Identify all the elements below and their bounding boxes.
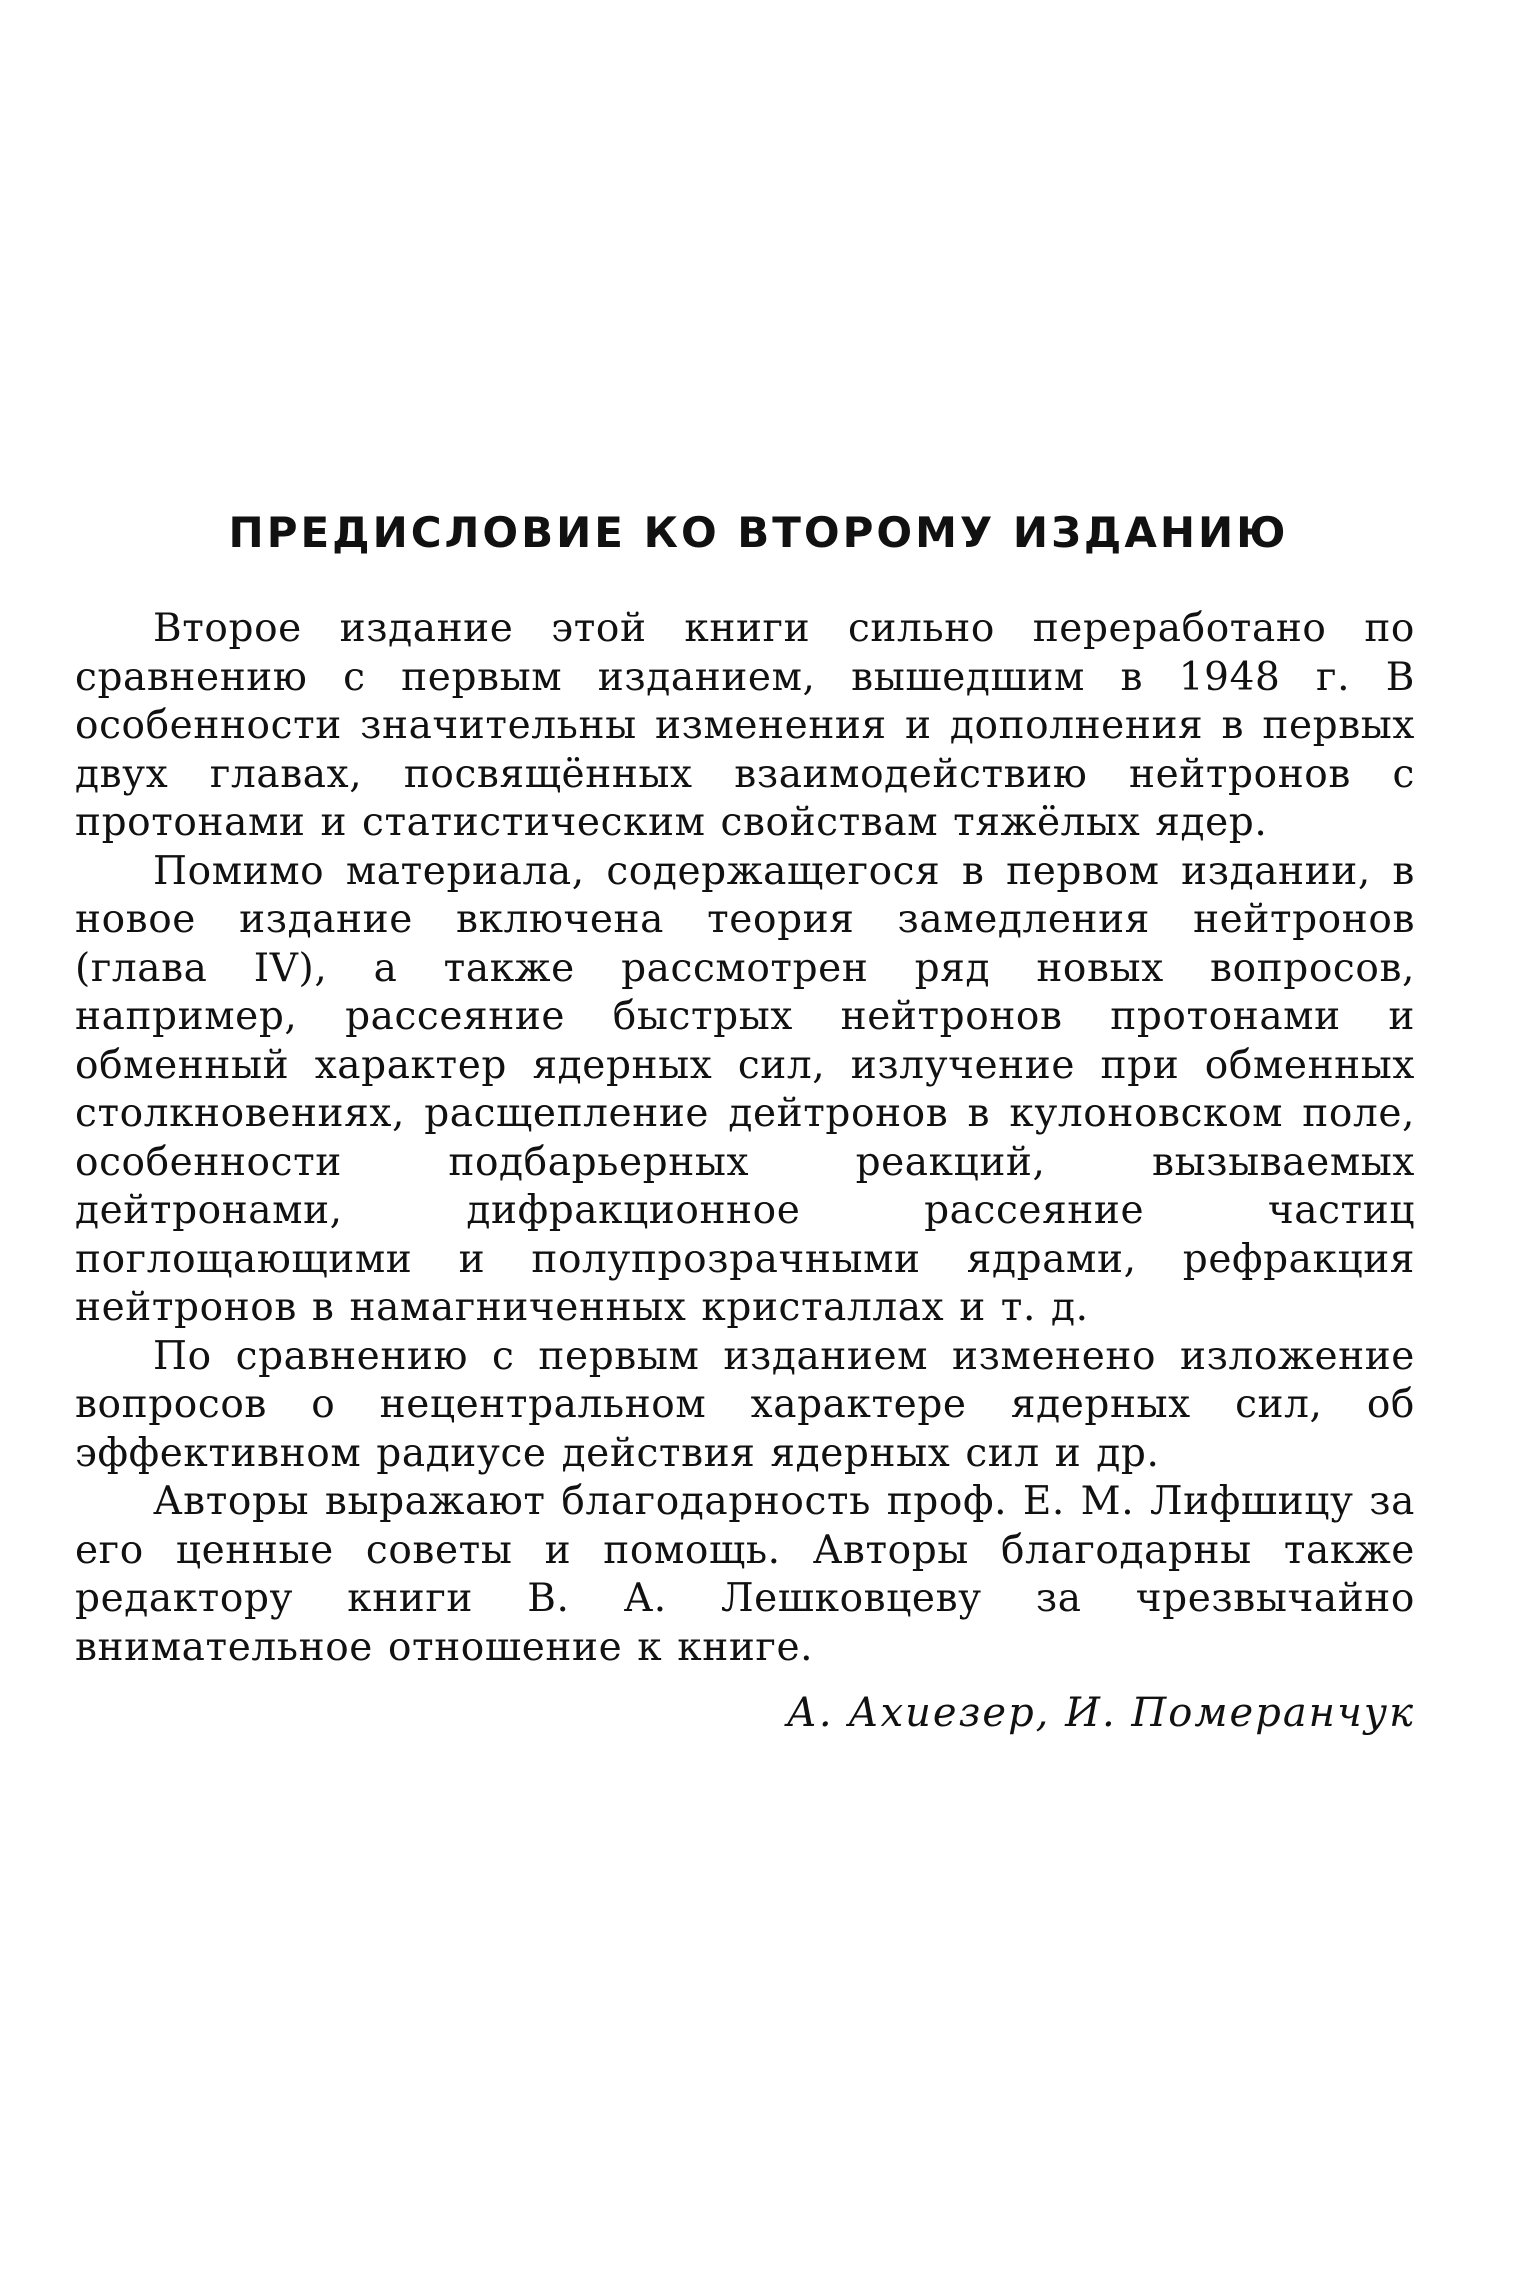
page-title: ПРЕДИСЛОВИЕ КО ВТОРОМУ ИЗДАНИЮ	[228, 508, 1289, 557]
paragraph: По сравнению с первым изданием изменено изложение вопросов о нецентральном характере ядерных сил, об эффективном радиусе действия ядерных сил и др.	[75, 1333, 1415, 1476]
paragraph: Авторы выражают благодарность проф. Е. М. Лифшицу за его ценные советы и помощь. Авторы благодарны также редактору книги В. А. Лешковцеву за чрезвычайно внимательное отношение к книге.	[75, 1479, 1415, 1670]
preface-body	[75, 605, 1415, 1672]
paragraph: Второе издание этой книги сильно переработано по сравнению с первым изданием, вышедшим в 1948 г. В особенности значительны изменения и дополнения в первых двух главах, посвящённых взаимодействию нейтронов с протонами и статистическим свойствам тяжёлых ядер.	[75, 606, 1415, 845]
paragraph: Помимо материала, содержащегося в первом издании, в новое издание включена теория замедления нейтронов (глава IV), а также рассмотрен ряд новых вопросов, например, рассеяние быстрых нейтронов протонами и обменный характер ядерных сил, излучение при обменных столкновениях, расщепление дейтронов в кулоновском поле, особенности подбарьерных реакций, вызываемых дейтронами, дифракционное рассеяние частиц поглощающими и полупрозрачными ядрами, рефракция нейтронов в намагниченных кристаллах и т. д.	[75, 848, 1415, 1330]
authors-signature: А. Ахиезер, И. Померанчук	[786, 1690, 1415, 1736]
